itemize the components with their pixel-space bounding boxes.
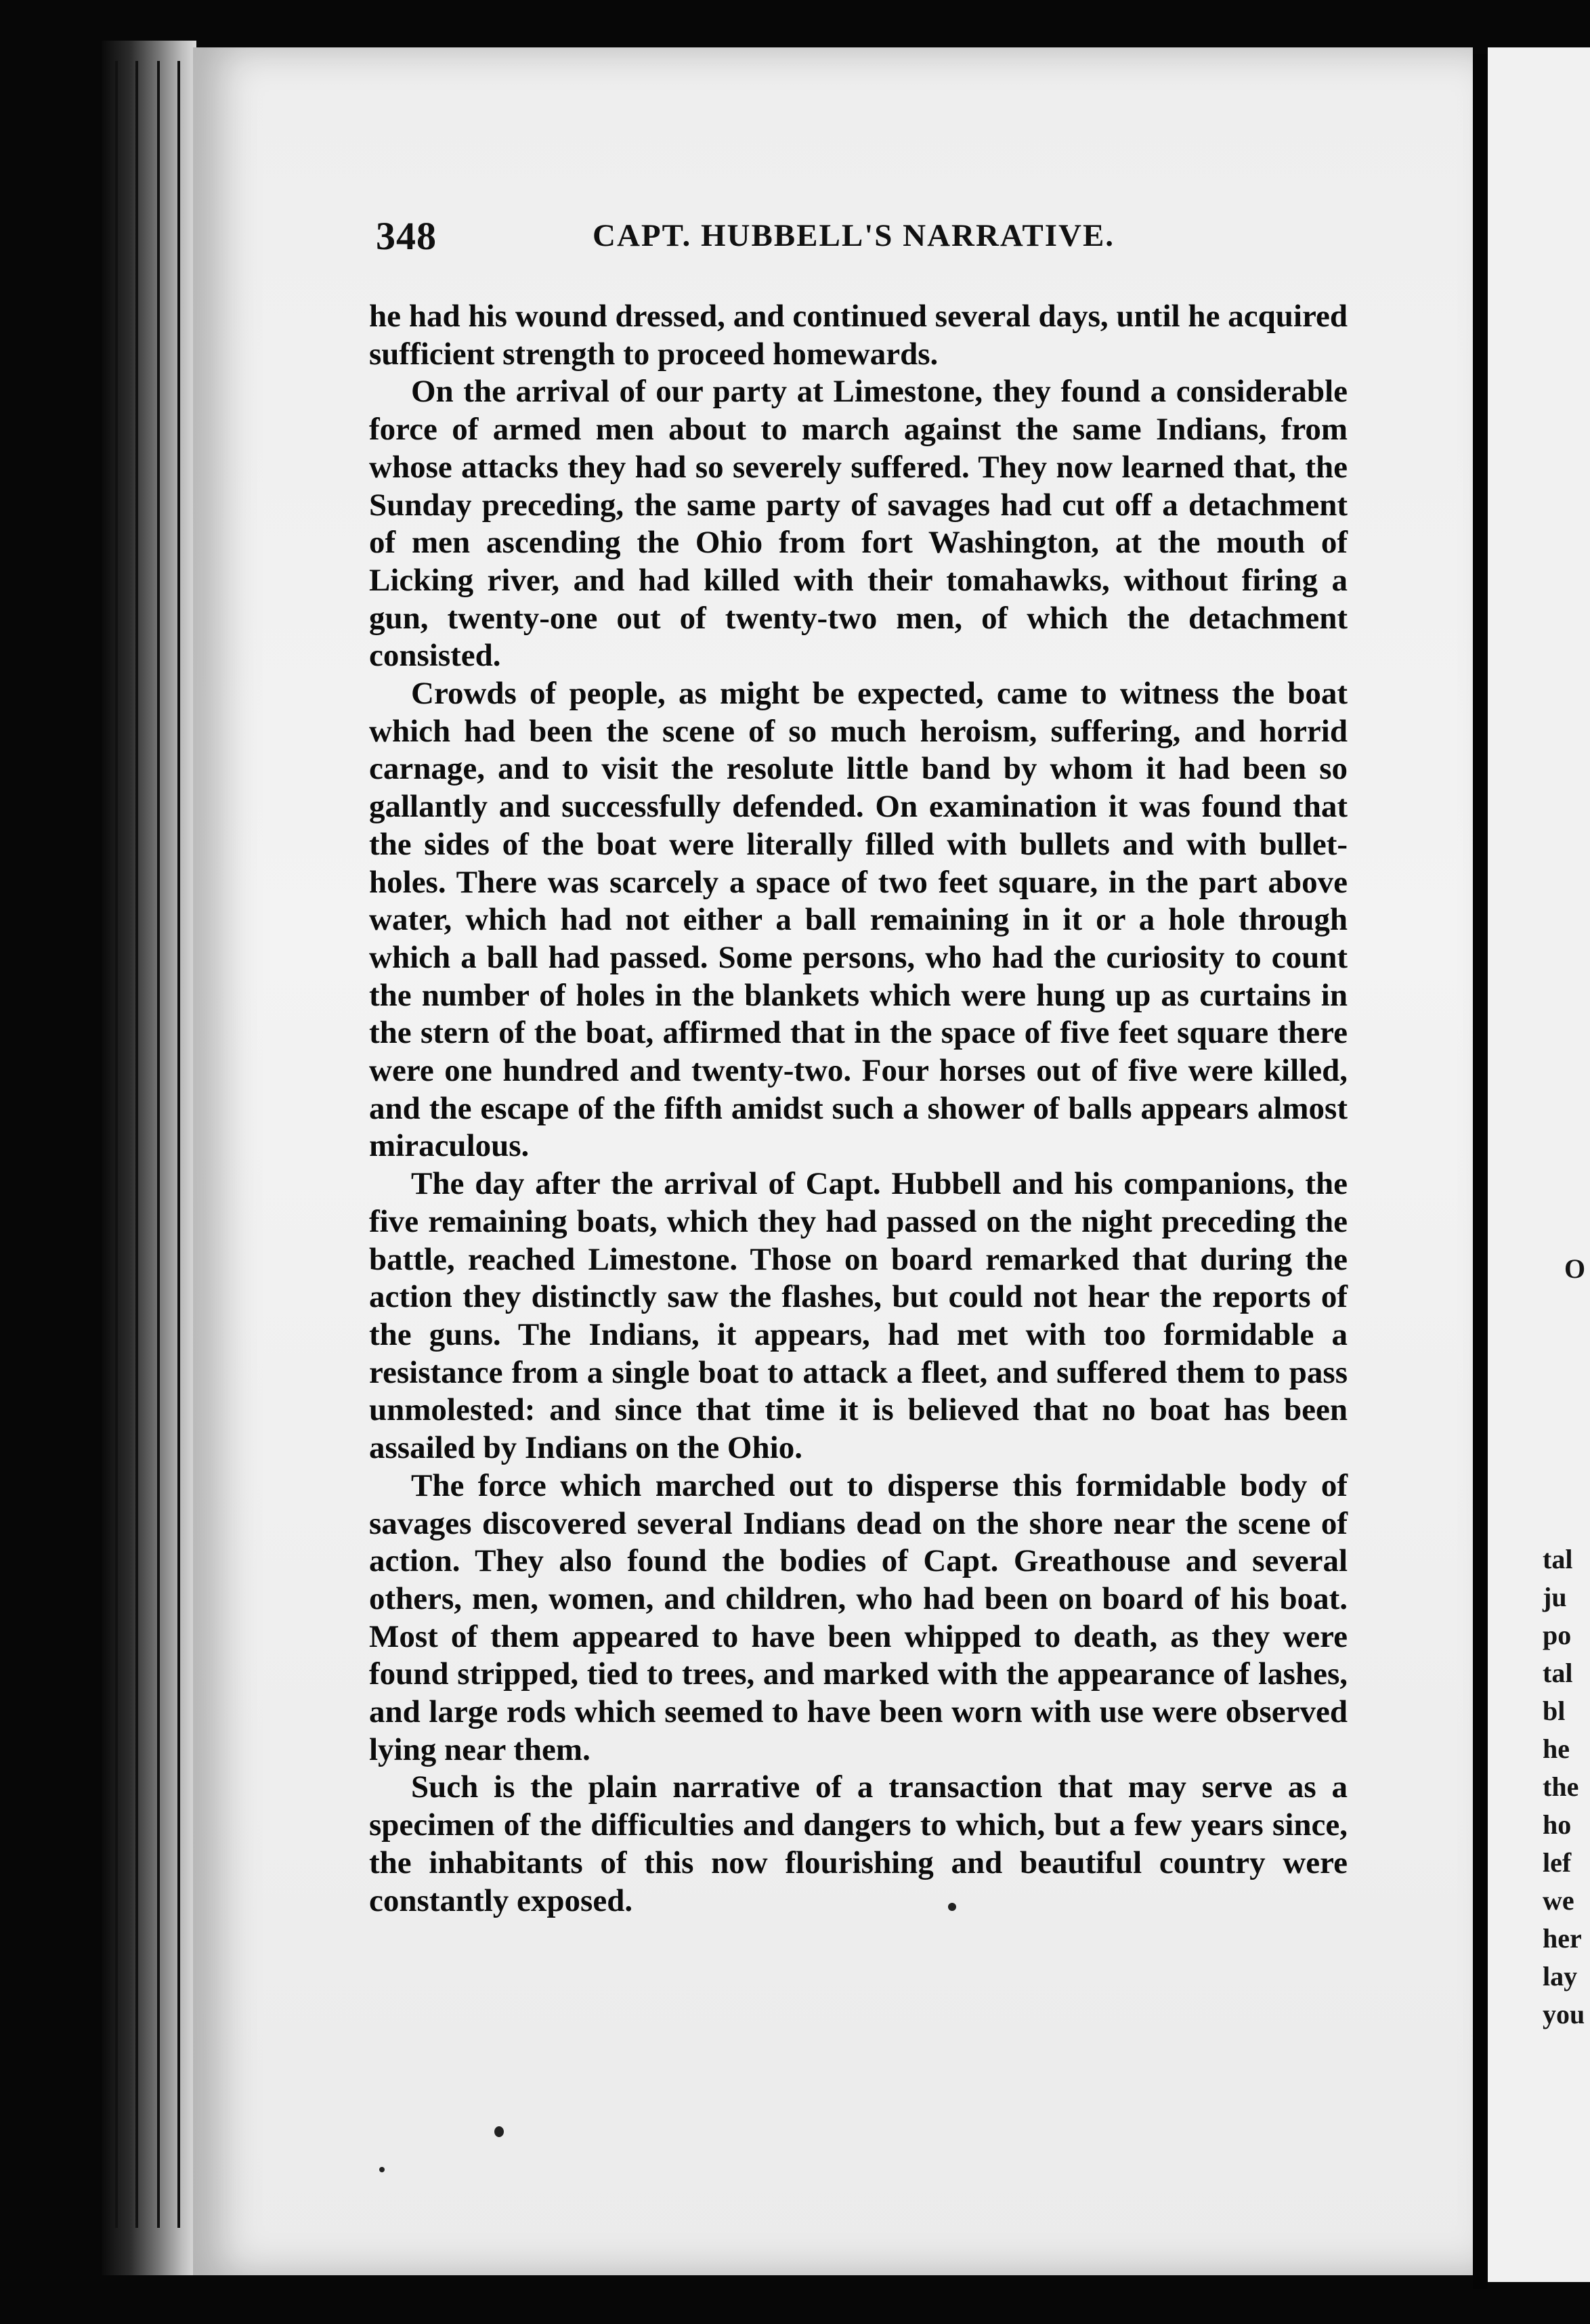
gutter-edge-line: [157, 61, 160, 2228]
facing-line: po: [1543, 1620, 1572, 1650]
running-title: CAPT. HUBBELL'S NARRATIVE.: [593, 218, 1115, 253]
paragraph-continued: he had his wound dressed, and continued several days, until he acquired sufficient strength to proceed homewards.: [369, 299, 1348, 372]
ink-speck: [379, 2167, 385, 2172]
facing-line: we: [1543, 1885, 1574, 1916]
paragraph: Such is the plain narrative of a transaction that may serve as a specimen of the difficulties and dangers to which, but a few years since, the inhabitants of this now flourishing and beautiful country were constantly exposed.: [369, 1769, 1348, 1918]
paragraph: Crowds of people, as might be expected, came to witness the boat which had been the scene of so much heroism, suffering, and horrid carnage, and to visit the resolute little band by whom it had been so gallantly and successfully defended. On examination it was found that the sides of the boat were literally filled with bullets and with bullet-holes. There was scarcely a space of two feet square, in the part above water, which had not either a ball remaining in it or a hole through which a ball had passed. Some persons, who had the curiosity to count the number of holes in the blankets which were hung up as curtains in the stern of the boat, affirmed that in the space of five feet square there were one hundred and twenty-two. Four horses out of five were killed, and the escape of the fifth amidst such a shower of balls appears almost miraculous.: [369, 676, 1348, 1164]
page-body: [369, 298, 1348, 1920]
facing-line: bl: [1543, 1696, 1566, 1726]
facing-line: ju: [1543, 1582, 1567, 1612]
facing-line: tal: [1543, 1658, 1573, 1688]
gutter-edge-line: [135, 61, 138, 2228]
paragraph: The day after the arrival of Capt. Hubbell and his companions, the five remaining boats, which they had passed on the night preceding the battle, reached Limestone. Those on board remarked that during the action they distinctly saw the flashes, but could not hear the reports of the guns. The Indians, it appears, had met with too formidable a resistance from a single boat to attack a fleet, and suffered them to pass unmolested: and since that time it is believed that no boat has been assailed by Indians on the Ohio.: [369, 1166, 1348, 1466]
facing-page-fragments: [1543, 1541, 1585, 2034]
facing-line: her: [1543, 1923, 1582, 1954]
facing-line: he: [1543, 1734, 1570, 1764]
page-edge-shadow: [1473, 54, 1488, 2289]
facing-line: tal: [1543, 1544, 1573, 1574]
facing-page-letter: O: [1564, 1253, 1586, 1284]
facing-line: ho: [1543, 1809, 1572, 1840]
gutter-edge-line: [115, 61, 118, 2228]
ink-speck: [494, 2126, 504, 2137]
facing-line: you: [1543, 1999, 1585, 2029]
facing-line: lef: [1543, 1847, 1572, 1878]
facing-line: lay: [1543, 1961, 1578, 1992]
page-number: 348: [376, 214, 437, 258]
paragraph: On the arrival of our party at Limestone, they found a considerable force of armed men about to march against the same Indians, from whose attacks they had so severely suffered. They now learned that, the Sunday preceding, the same party of savages had cut off a detachment of men ascending the Ohio from fort Washington, at the mouth of Licking river, and had killed with their tomahawks, without firing a gun, twenty-one out of twenty-two men, of which the detachment consisted.: [369, 374, 1348, 674]
facing-line: the: [1543, 1771, 1579, 1802]
paragraph: The force which marched out to disperse this formidable body of savages discovered several Indians dead on the shore near the scene of action. They also found the bodies of Capt. Greathouse and several others, men, women, and children, who had been on board of his boat. Most of them appeared to have been whipped to death, as they were found stripped, tied to trees, and marked with the appearance of lashes, and large rods which seemed to have been worn with use were observed lying near them.: [369, 1467, 1348, 1767]
page-header: [376, 213, 1351, 267]
gutter-edge-line: [177, 61, 180, 2228]
ink-speck: [948, 1903, 956, 1911]
